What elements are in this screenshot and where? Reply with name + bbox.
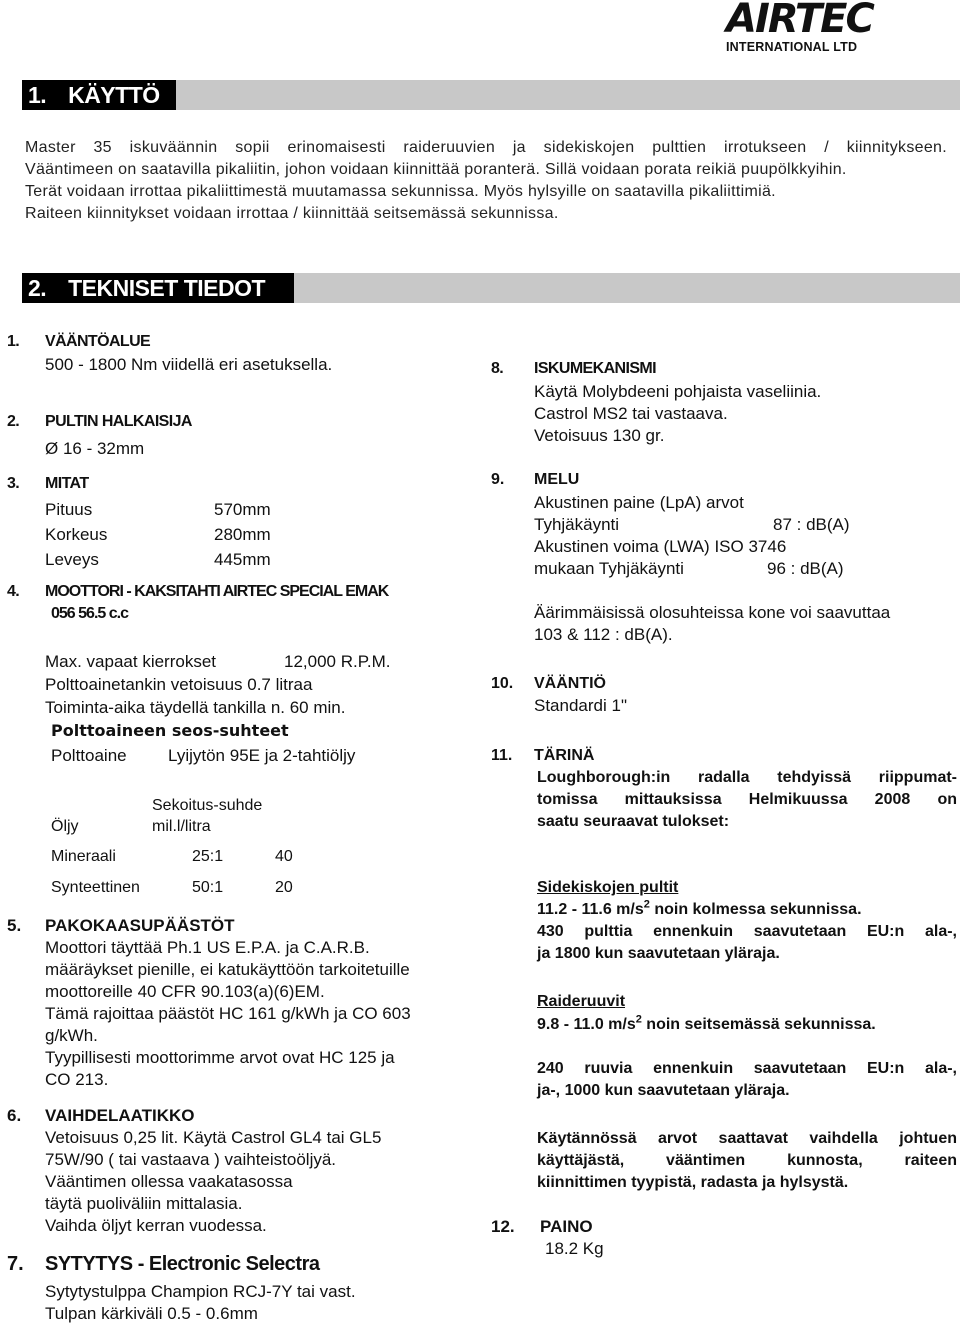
spec7-title: SYTYTYS - Electronic Selectra — [45, 1253, 320, 1275]
practice-line: Käytännössä arvot saattavat vaihdella johtuen — [537, 1130, 957, 1147]
emission-line: Tämä rajoittaa päästöt HC 161 g/kWh ja CO 603 — [45, 1004, 411, 1023]
section2-title: TEKNISET TIEDOT — [68, 275, 266, 301]
spec7-number: 7. — [7, 1253, 24, 1275]
spec3-number: 3. — [7, 475, 20, 492]
gearbox-line: Vetoisuus 0,25 lit. Käytä Castrol GL4 tai GL5 — [45, 1128, 382, 1147]
railscrew-line: ja-, 1000 kun saavutetaan yläraja. — [537, 1082, 790, 1099]
spec6-number: 6. — [7, 1106, 22, 1125]
vibration-intro-line: saatu seuraavat tulokset: — [537, 813, 730, 830]
railscrew-heading: Raideruuvit — [537, 993, 626, 1010]
practice-line: käyttäjästä, vääntimen kunnosta, raiteen — [537, 1152, 957, 1169]
oil-label: Öljy — [51, 818, 79, 835]
ratio-unit: mil.l/litra — [152, 818, 211, 835]
usage-paragraph — [25, 137, 947, 225]
section2-number: 2. — [28, 275, 47, 301]
usage-line-3: Terät voidaan irrottaa pikaliittimestä muutamassa sekunnissa. Myös hylsyille on saatavilla pikaliittimiä. — [25, 183, 776, 200]
dimension-value: 280mm — [214, 525, 271, 544]
spec12-number: 12. — [491, 1217, 515, 1236]
anvil-text: Standardi 1" — [534, 696, 627, 715]
spec11-title: TÄRINÄ — [534, 747, 595, 764]
gearbox-line: 75W/90 ( tai vastaava ) vaihteistoöljyä. — [45, 1150, 337, 1169]
impact-line: Käytä Molybdeeni pohjaista vaseliinia. — [534, 382, 822, 401]
spec4-number: 4. — [7, 583, 20, 600]
tank-capacity: Polttoainetankin vetoisuus 0.7 litraa — [45, 675, 313, 694]
noise-value: 87 : dB(A) — [773, 515, 850, 534]
dimension-label: Pituus — [45, 500, 93, 519]
usage-line-2: Vääntimeen on saatavilla pikaliitin, johon voidaan kiinnittää poranterä. Sillä voidaan porata reikiä puupölkkyihin. — [25, 161, 847, 178]
spec5-title: PAKOKAASUPÄÄSTÖT — [45, 916, 235, 935]
fishplate-time: noin kolmessa sekunnissa. — [649, 901, 862, 918]
spec3-title: MITAT — [45, 475, 89, 492]
emission-line: Moottori täyttää Ph.1 US E.P.A. ja C.A.R.B. — [45, 938, 370, 957]
impact-line: Vetoisuus 130 gr. — [534, 426, 665, 445]
mix-heading: Polttoaineen seos-suhteet — [51, 721, 289, 740]
railscrew-range: 9.8 - 11.0 m/s — [537, 1016, 636, 1033]
ignition-line: Sytytystulppa Champion RCJ-7Y tai vast. — [45, 1282, 356, 1301]
emission-line: Tyypillisesti moottorimme arvot ovat HC 125 ja — [45, 1048, 395, 1067]
mix-ml: 20 — [275, 879, 293, 896]
max-rpm-value: 12,000 R.P.M. — [284, 652, 391, 671]
ignition-line: Tulpan kärkiväli 0.5 - 0.6mm — [45, 1304, 258, 1323]
logo-subtitle: INTERNATIONAL LTD — [726, 40, 858, 54]
fishplate-line: 430 pulttia ennenkuin saavutetaan EU:n ala-, — [537, 923, 957, 940]
railscrew-time: noin seitsemässä sekunnissa. — [641, 1016, 876, 1033]
weight-value: 18.2 Kg — [545, 1239, 604, 1258]
spec1-number: 1. — [7, 333, 20, 350]
railscrew-result — [537, 1014, 876, 1036]
max-rpm-label: Max. vapaat kierrokset — [45, 652, 217, 671]
spec11-number: 11. — [491, 747, 513, 764]
spec10-number: 10. — [491, 675, 514, 692]
fishplate-sup: 2 — [643, 898, 650, 911]
mix-oil: Mineraali — [51, 848, 116, 865]
spec1-text: 500 - 1800 Nm viidellä eri asetuksella. — [45, 355, 333, 374]
airtec-logo — [726, 2, 948, 54]
logo-brand: AIRTEC — [726, 0, 873, 42]
gearbox-line: Vääntimen ollessa vaakatasossa — [45, 1172, 293, 1191]
spec9-title: MELU — [534, 471, 580, 488]
spec2-title: PULTIN HALKAISIJA — [45, 413, 192, 430]
mix-ratio: 50:1 — [192, 879, 224, 896]
spec10-title: VÄÄNTIÖ — [534, 675, 606, 692]
gearbox-line: Vaihda öljyt kerran vuodessa. — [45, 1216, 267, 1235]
usage-line-1: Master 35 iskuväännin sopii erinomaisesti raideruuvien ja sidekiskojen pulttien irrotukseen / kiinnitykseen. — [25, 139, 947, 156]
mix-ml: 40 — [275, 848, 293, 865]
mix-oil: Synteettinen — [51, 879, 140, 896]
noise-extreme: Äärimmäisissä olosuhteissa kone voi saavuttaa — [534, 603, 891, 622]
mix-ratio: 25:1 — [192, 848, 224, 865]
fishplate-line: ja 1800 kun saavutetaan yläraja. — [537, 945, 780, 962]
section1-title: KÄYTTÖ — [68, 82, 160, 108]
section1-number: 1. — [28, 82, 47, 108]
dimension-label: Leveys — [45, 550, 99, 569]
railscrew-sup: 2 — [635, 1013, 642, 1026]
spec4-title: MOOTTORI - KAKSITAHTI AIRTEC SPECIAL EMAK — [45, 583, 389, 600]
gearbox-line: täytä puoliväliin mittalasia. — [45, 1194, 243, 1213]
spec2-number: 2. — [7, 413, 20, 430]
emission-line: määräykset pienille, ei katukäyttöön tarkoitetuille — [45, 960, 410, 979]
fishplate-heading: Sidekiskojen pultit — [537, 879, 679, 896]
noise-label: mukaan Tyhjäkäynti — [534, 559, 684, 578]
fuel-value: Lyijytön 95E ja 2-tahtiöljy — [168, 746, 356, 765]
dimension-value: 445mm — [214, 550, 271, 569]
fishplate-range: 11.2 - 11.6 m/s — [537, 901, 644, 918]
vibration-intro-line: Loughborough:in radalla tehdyissä riippumat- — [537, 769, 957, 786]
spec9-number: 9. — [491, 471, 505, 488]
spec1-title: VÄÄNTÖALUE — [45, 333, 151, 350]
emission-line: g/kWh. — [45, 1026, 98, 1045]
section2-header — [22, 273, 294, 303]
spec8-title: ISKUMEKANISMI — [534, 360, 656, 377]
vibration-intro-line: tomissa mittauksissa Helmikuussa 2008 on — [537, 791, 957, 808]
practice-line: kiinnittimen tyypistä, radasta ja hylsystä. — [537, 1174, 849, 1191]
fishplate-result — [537, 899, 862, 921]
spec2-text: Ø 16 - 32mm — [45, 439, 145, 458]
impact-line: Castrol MS2 tai vastaava. — [534, 404, 728, 423]
spec5-number: 5. — [7, 916, 22, 935]
ratio-header: Sekoitus-suhde — [152, 797, 263, 814]
emission-line: moottoreille 40 CFR 90.103(a)(6)EM. — [45, 982, 325, 1001]
dimension-value: 570mm — [214, 500, 271, 519]
noise-line: Akustinen voima (LWA) ISO 3746 — [534, 537, 787, 556]
noise-value: 96 : dB(A) — [767, 559, 844, 578]
noise-extreme-value: 103 & 112 : dB(A). — [534, 625, 673, 644]
spec12-title: PAINO — [540, 1217, 593, 1236]
dimension-label: Korkeus — [45, 525, 108, 544]
noise-line: Akustinen paine (LpA) arvot — [534, 493, 744, 512]
fuel-label: Polttoaine — [51, 746, 127, 765]
spec6-title: VAIHDELAATIKKO — [45, 1106, 195, 1125]
section1-header — [22, 80, 176, 110]
spec8-number: 8. — [491, 360, 504, 377]
noise-label: Tyhjäkäynti — [534, 515, 620, 534]
emission-line: CO 213. — [45, 1070, 109, 1089]
railscrew-line: 240 ruuvia ennenkuin saavutetaan EU:n ala-, — [537, 1060, 957, 1077]
runtime: Toiminta-aika täydellä tankilla n. 60 min. — [45, 698, 346, 717]
spec4-title-line2: 056 56.5 c.c — [51, 605, 128, 622]
usage-line-4: Raiteen kiinnitykset voidaan irrottaa / kiinnittää seitsemässä sekunnissa. — [25, 205, 559, 222]
